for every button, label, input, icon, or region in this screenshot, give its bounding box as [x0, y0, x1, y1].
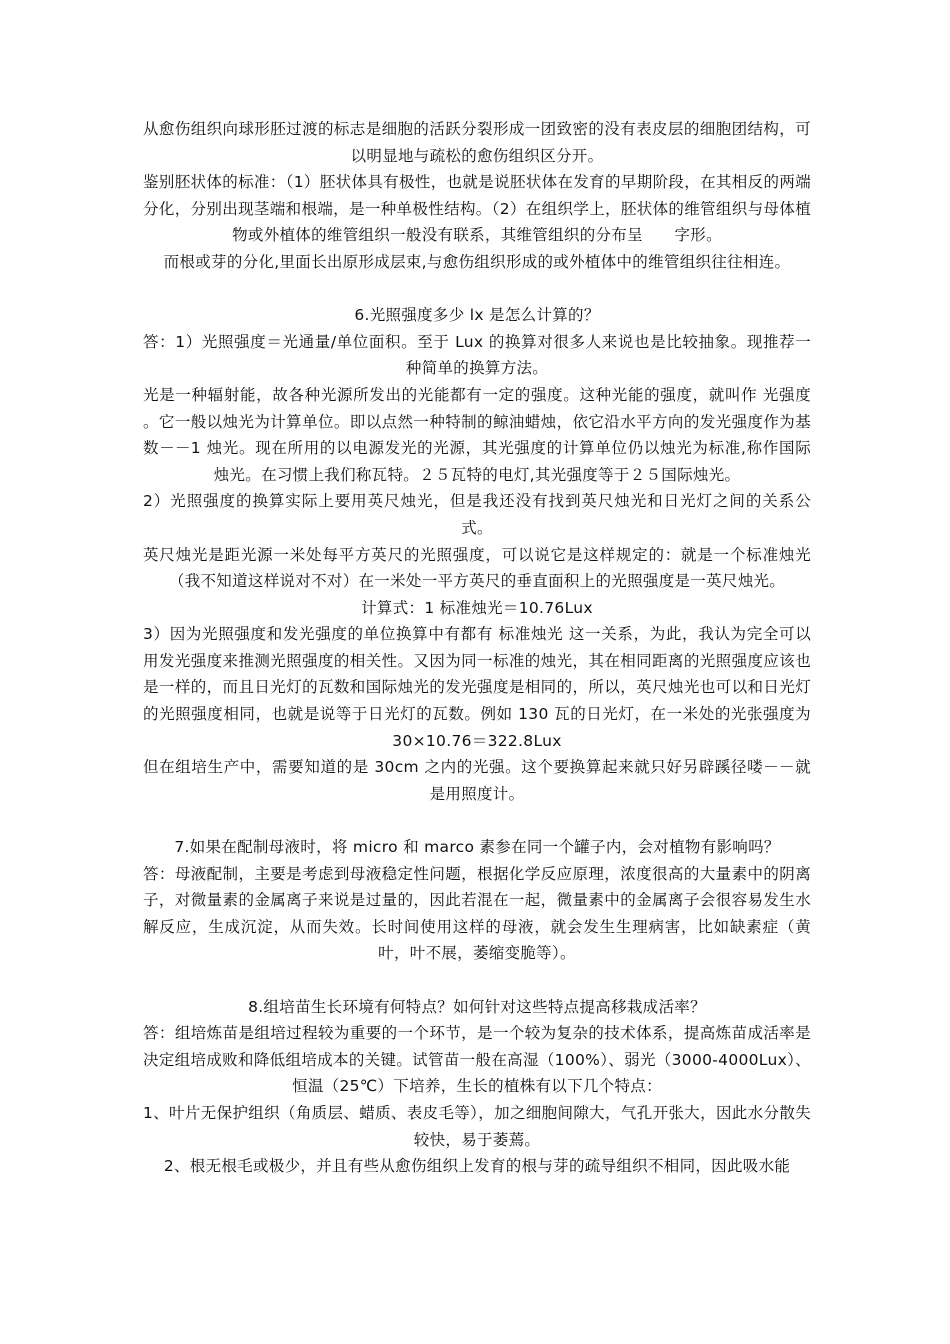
paragraph: 光是一种辐射能，故各种光源所发出的光能都有一定的强度。这种光能的强度，就叫作 光强度 。它一般以烛光为计算单位。即以点然一种特制的鲸油蜡烛，依它沿水平方向的发光强度作为基数－－1 烛光。现在所用的以电源发光的光源，其光强度的计算单位仍以烛光为标准,称作国际烛光。在习惯上我们称瓦特。２５瓦特的电灯,其光强度等于２５国际烛光。	[143, 385, 811, 484]
spacer	[143, 276, 811, 303]
paragraph: 鉴别胚状体的标准：（1）胚状体具有极性，也就是说胚状体在发育的早期阶段，在其相反的两端分化，分别出现茎端和根端，是一种单极性结构。（2）在组织学上，胚状体的维管组织与母体植物或外植体的维管组织一般没有联系，其维管组织的分布呈 字形。	[143, 173, 811, 245]
formula: 计算式：1 标准烛光＝10.76Lux	[361, 598, 593, 617]
question-heading: 6.光照强度多少 lx 是怎么计算的？	[354, 306, 600, 325]
paragraph: 答：母液配制，主要是考虑到母液稳定性问题，根据化学反应原理，浓度很高的大量素中的阴离子，对微量素的金属离子来说是过量的，因此若混在一起，微量素中的金属离子会很容易发生水解反应，生成沉淀，从而失效。长时间使用这样的母液，就会发生生理病害，比如缺素症（黄叶，叶不展，萎缩变脆等）。	[143, 864, 811, 963]
paragraph: 2、根无根毛或极少，并且有些从愈伤组织上发育的根与芽的疏导组织不相同，因此吸水能	[163, 1157, 791, 1176]
spacer	[143, 807, 811, 834]
spacer	[143, 967, 811, 994]
document-page	[143, 116, 811, 1180]
paragraph: 答：组培炼苗是组培过程较为重要的一个环节，是一个较为复杂的技术体系，提高炼苗成活率是决定组培成败和降低组培成本的关键。试管苗一般在高湿（100%）、弱光（3000-4000Lux）、恒温（25℃）下培养，生长的植株有以下几个特点：	[143, 1024, 811, 1096]
paragraph: 1、叶片无保护组织（角质层、蜡质、表皮毛等），加之细胞间隙大，气孔开张大，因此水分散失较快，易于萎蔫。	[143, 1103, 811, 1149]
paragraph: 但在组培生产中，需要知道的是 30cm 之内的光强。这个要换算起来就只好另辟蹊径喽－－就是用照度计。	[143, 758, 811, 803]
paragraph: 2）光照强度的换算实际上要用英尺烛光，但是我还没有找到英尺烛光和日光灯之间的关系公式。	[143, 492, 811, 537]
paragraph: 英尺烛光是距光源一米处每平方英尺的光照强度，可以说它是这样规定的：就是一个标准烛光（我不知道这样说对不对）在一米处一平方英尺的垂直面积上的光照强度是一英尺烛光。	[143, 545, 811, 591]
paragraph: 而根或芽的分化,里面长出原形成层束,与愈伤组织形成的或外植体中的维管组织往往相连。	[163, 252, 791, 271]
question-heading: 7.如果在配制母液时，将 micro 和 marco 素参在同一个罐子内，会对植物有影响吗？	[174, 838, 780, 857]
paragraph: 从愈伤组织向球形胚过渡的标志是细胞的活跃分裂形成一团致密的没有表皮层的细胞团结构，可以明显地与疏松的愈伤组织区分开。	[143, 120, 811, 165]
paragraph: 3）因为光照强度和发光强度的单位换算中有都有 标准烛光 这一关系，为此，我认为完全可以用发光强度来推测光照强度的相关性。又因为同一标准的烛光，其在相同距离的光照强度应该也是一样的，而且日光灯的瓦数和国际烛光的发光强度是相同的，所以，英尺烛光也可以和日光灯的光照强度相同，也就是说等于日光灯的瓦数。例如 130 瓦的日光灯，在一米处的光张强度为 30×10.76＝322.8Lux	[143, 625, 811, 750]
paragraph: 答：1）光照强度＝光通量/单位面积。至于 Lux 的换算对很多人来说也是比较抽象。现推荐一种简单的换算方法。	[143, 332, 811, 378]
question-heading: 8.组培苗生长环境有何特点？如何针对这些特点提高移栽成活率？	[248, 997, 706, 1016]
